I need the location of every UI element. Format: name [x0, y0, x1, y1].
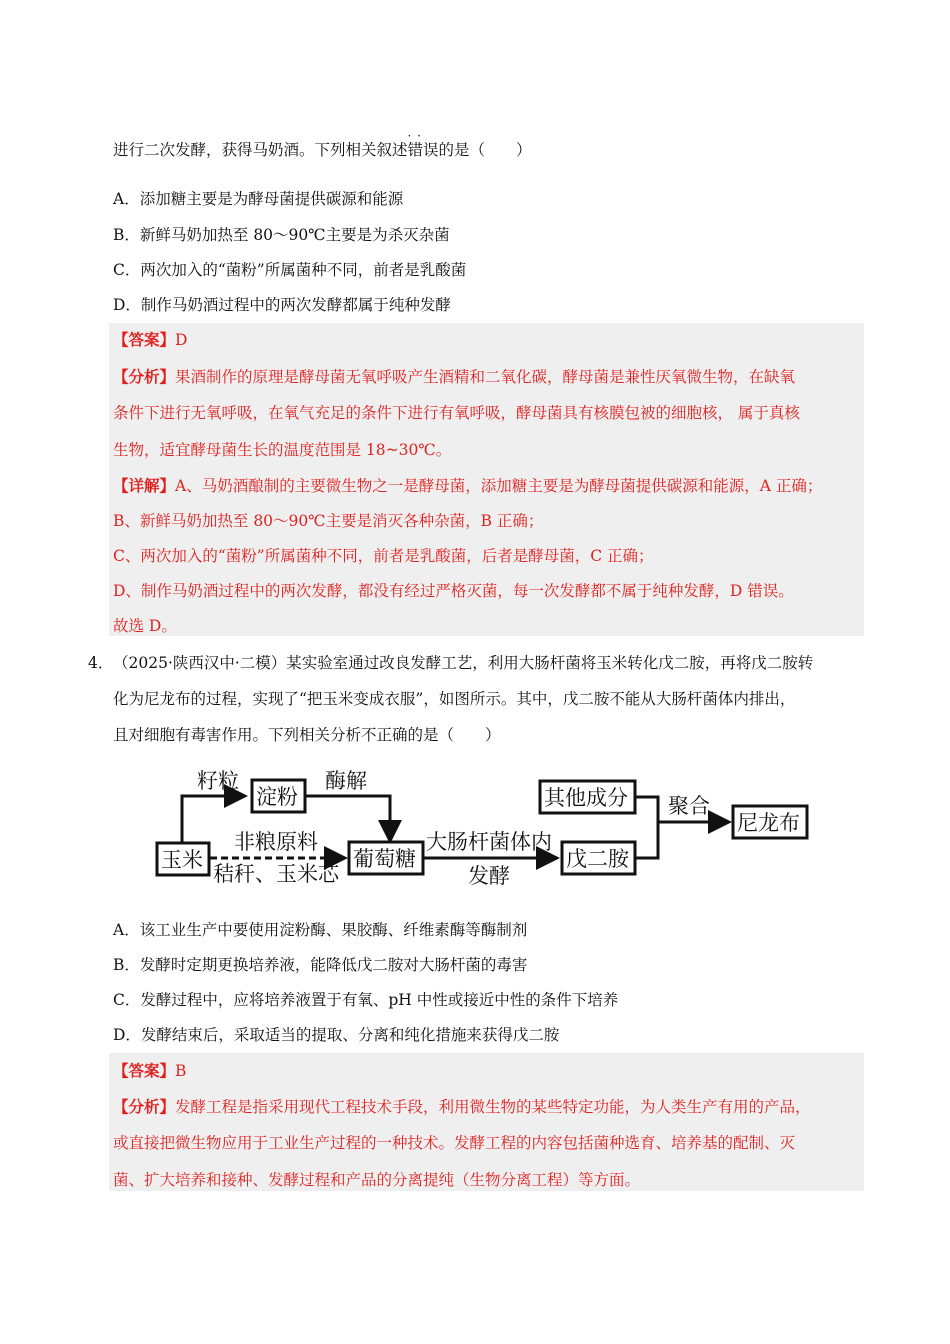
q3-stem: 进行二次发酵，获得马奶酒。下列相关叙述· · 错误的是（ ）	[113, 140, 532, 160]
q3-detail-line: 故选 D。	[113, 617, 177, 635]
q3-analysis-line: 条件下进行无氧呼吸，在氧气充足的条件下进行有氧呼吸，酵母菌具有核膜包被的细胞核， 属于真核	[113, 404, 800, 422]
label-hydrolysis: 酶解	[325, 769, 367, 793]
q4-analysis-line: 或直接把微生物应用于工业生产过程的一种技术。发酵工程的内容包括菌种选育、培养基的配制、灭	[113, 1134, 796, 1152]
q3-option-a: A．添加糖主要是为酵母菌提供碳源和能源	[113, 190, 404, 208]
label-ecoli: 大肠杆菌体内	[426, 830, 552, 854]
q3-detail-line: B、新鲜马奶加热至 80～90℃主要是消灭各种杂菌，B 正确；	[113, 512, 544, 530]
label-starch: 淀粉	[256, 785, 298, 809]
q3-answer: 【答案】D	[113, 330, 188, 349]
label-nylon: 尼龙布	[737, 811, 800, 835]
q4-option-d: D．发酵结束后，采取适当的提取、分离和纯化措施来获得戊二胺	[113, 1026, 560, 1044]
q4-stem-line: 化为尼龙布的过程，实现了“把玉米变成衣服”，如图所示。其中，戊二胺不能从大肠杆菌体内排出，	[113, 690, 796, 708]
arrow-corn-to-starch	[182, 796, 242, 843]
q4-analysis-line: 【分析】发酵工程是指采用现代工程技术手段，利用微生物的某些特定功能，为人类生产有用的产品，	[113, 1097, 811, 1116]
q4-option-b: B．发酵时定期更换培养液，能降低戊二胺对大肠杆菌的毒害	[113, 956, 528, 974]
q4-stem-line: （2025·陕西汉中·二模）某实验室通过改良发酵工艺，利用大肠杆菌将玉米转化戊二胺，再将戊二胺转	[113, 654, 814, 672]
q3-detail-line: C、两次加入的“菌粉”所属菌种不同，前者是乳酸菌，后者是酵母菌，C 正确；	[113, 547, 654, 565]
label-corn: 玉米	[161, 848, 203, 872]
q4-option-c: C．发酵过程中，应将培养液置于有氧、pH 中性或接近中性的条件下培养	[113, 991, 619, 1009]
q4-number: 4．	[88, 654, 114, 672]
q4-answer: 【答案】B	[113, 1061, 187, 1080]
label-grain: 籽粒	[197, 769, 239, 793]
q3-stem-emphasis: · · 错误	[408, 140, 439, 160]
q3-analysis-line: 生物，适宜酵母菌生长的温度范围是 18~30℃。	[113, 441, 452, 459]
q3-analysis-line: 【分析】果酒制作的原理是酵母菌无氧呼吸产生酒精和二氧化碳，酵母菌是兼性厌氧微生物，在缺氧	[113, 367, 796, 386]
label-straw: 秸秆、玉米芯	[213, 862, 339, 886]
q4-stem-line: 且对细胞有毒害作用。下列相关分析不正确的是（ ）	[113, 726, 501, 744]
q4-option-a: A．该工业生产中要使用淀粉酶、果胶酶、纤维素酶等酶制剂	[113, 921, 528, 939]
q3-detail-line: D、制作马奶酒过程中的两次发酵，都没有经过严格灭菌，每一次发酵都不属于纯种发酵，D 错误。	[113, 582, 794, 600]
q3-option-c: C．两次加入的“菌粉”所属菌种不同，前者是乳酸菌	[113, 261, 467, 279]
q3-option-d: D．制作马奶酒过程中的两次发酵都属于纯种发酵	[113, 296, 451, 314]
label-polymer: 聚合	[668, 794, 710, 818]
label-ferment: 发酵	[468, 864, 510, 888]
q3-detail-line: 【详解】A、马奶酒酿制的主要微生物之一是酵母菌，添加糖主要是为酵母菌提供碳源和能源，A 正确；	[113, 476, 823, 495]
arrow-other-merge	[636, 797, 658, 858]
label-nonfood: 非粮原料	[234, 830, 318, 854]
label-glucose: 葡萄糖	[353, 847, 416, 871]
q3-option-b: B．新鲜马奶加热至 80～90℃主要是为杀灭杂菌	[113, 226, 450, 244]
label-other: 其他成分	[544, 786, 628, 810]
q4-analysis-line: 菌、扩大培养和接种、发酵过程和产品的分离提纯（生物分离工程）等方面。	[113, 1171, 641, 1189]
label-cadaverine: 戊二胺	[566, 847, 629, 871]
arrow-starch-to-glucose	[306, 796, 390, 838]
